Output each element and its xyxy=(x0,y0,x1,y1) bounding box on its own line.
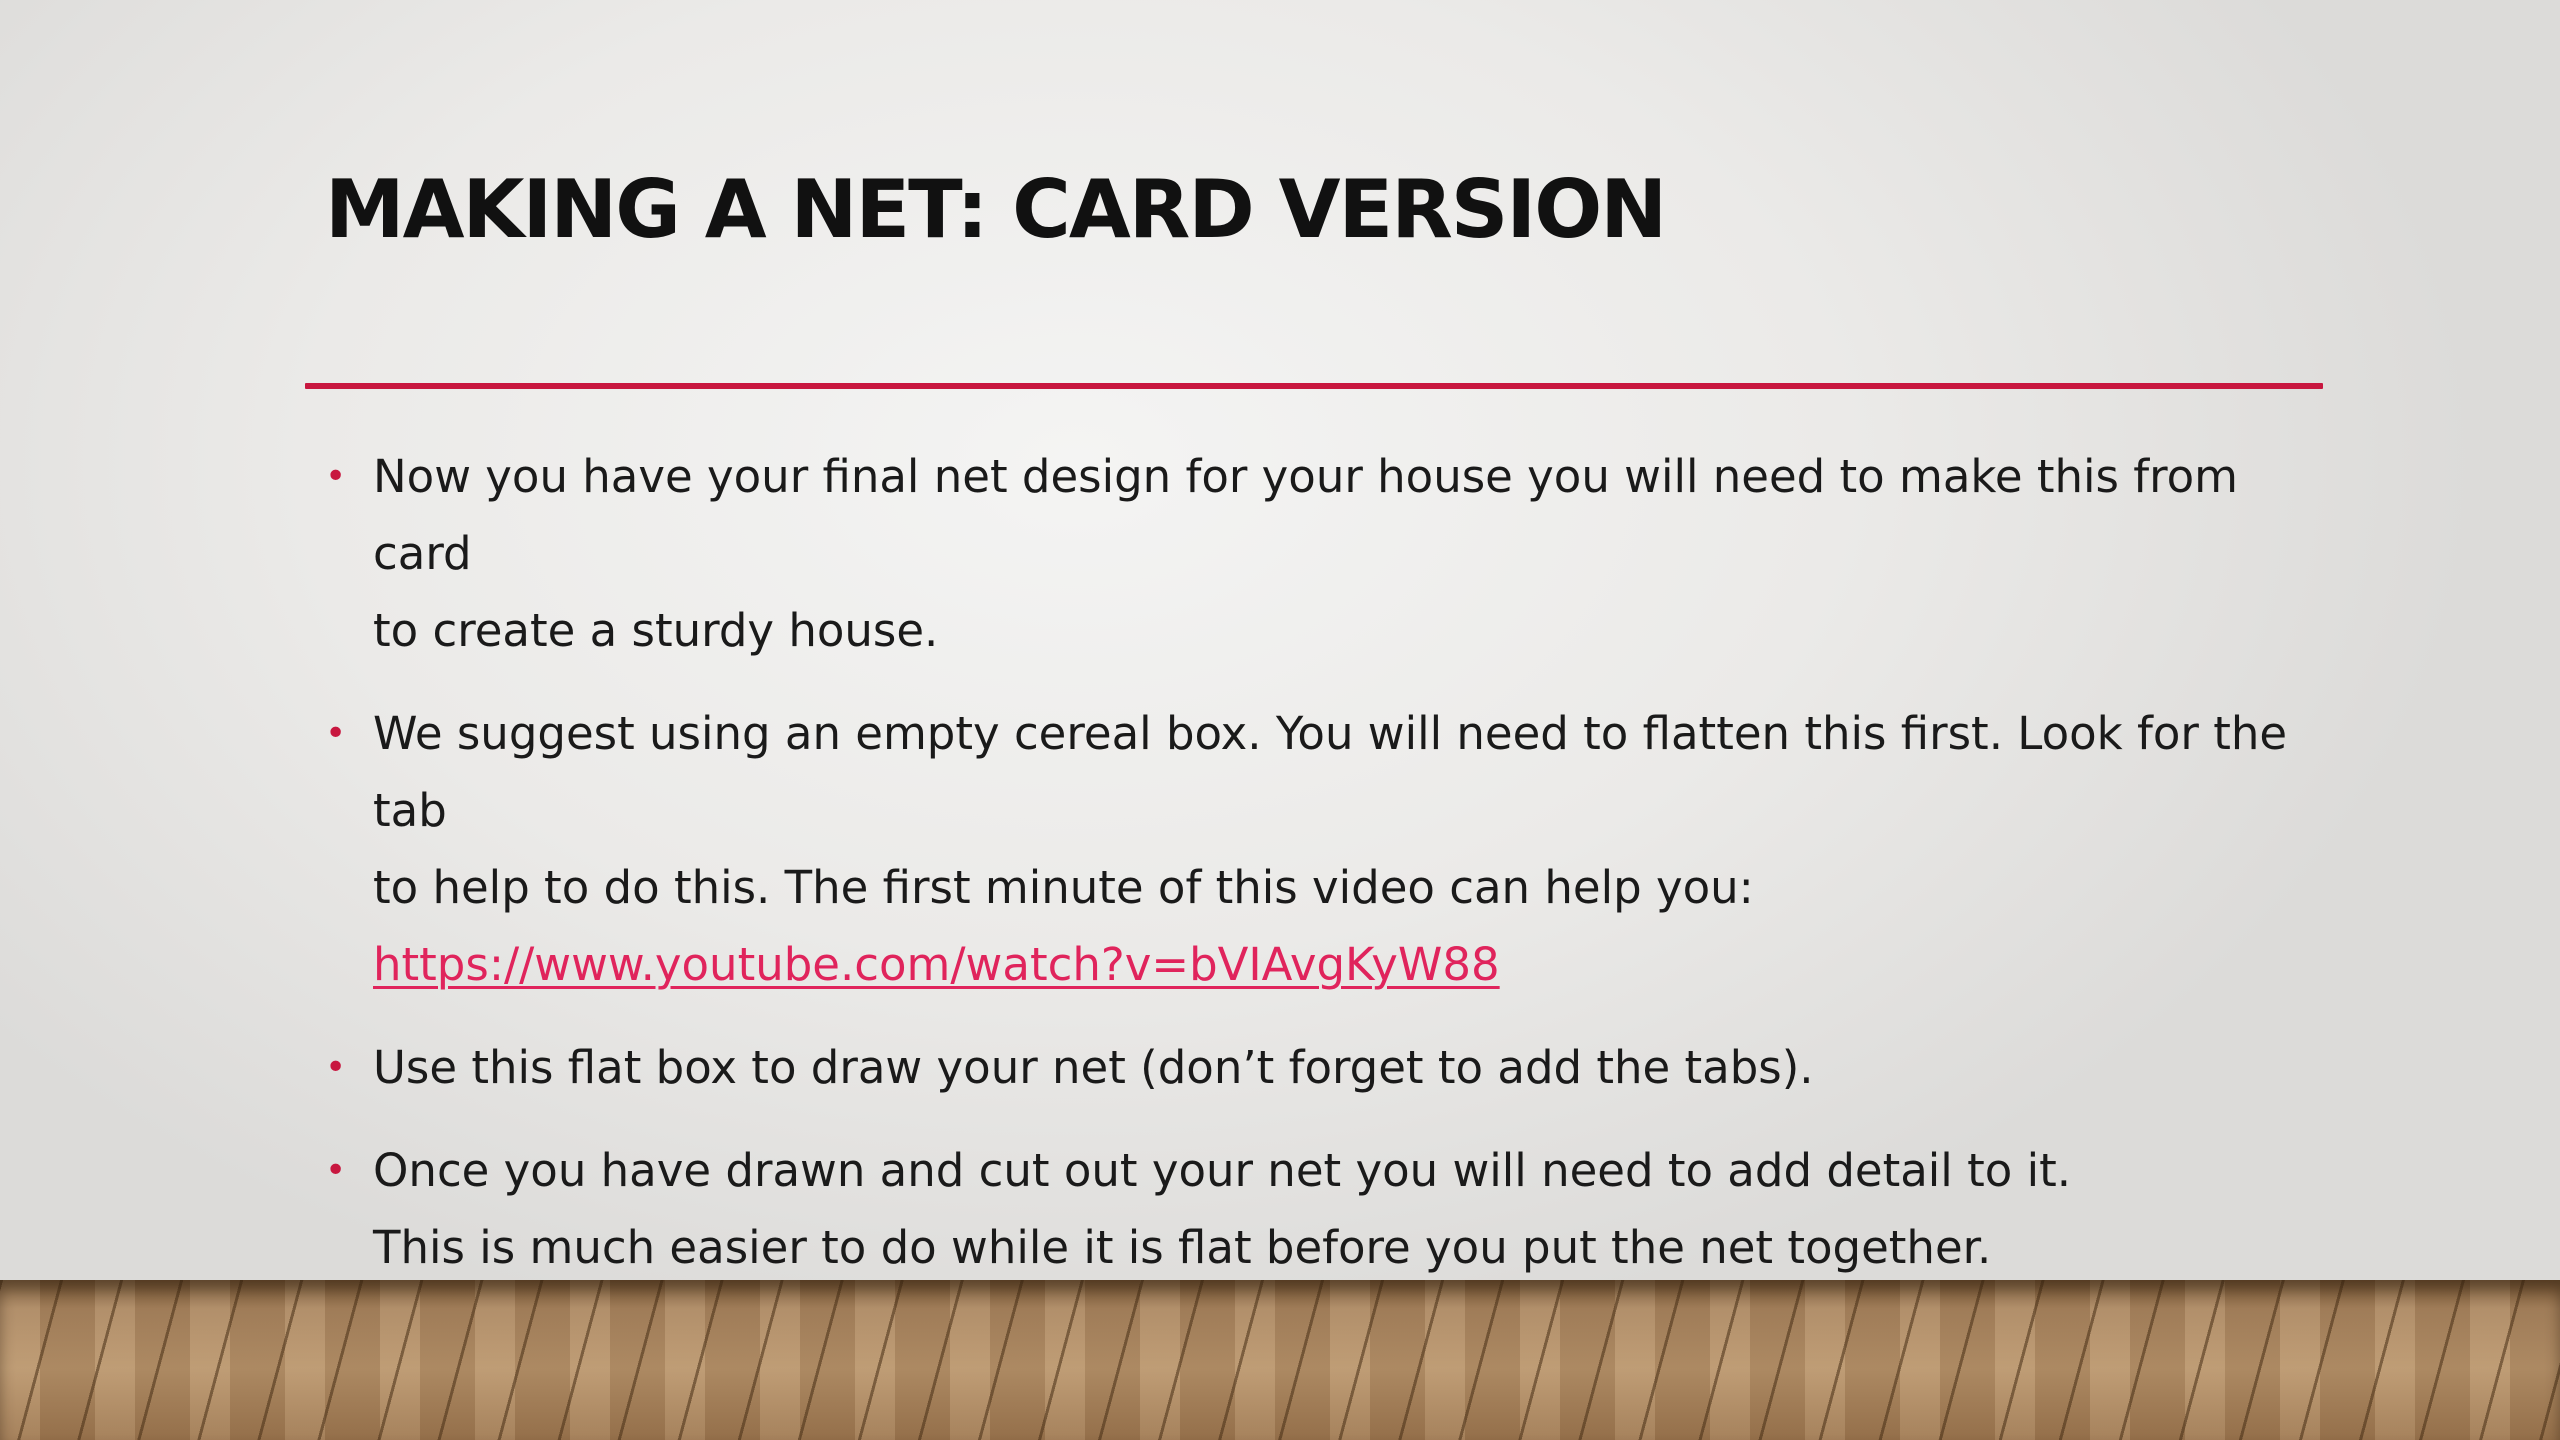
bullet-dot-icon: • xyxy=(325,1047,347,1088)
bullet-item xyxy=(325,1132,2325,1286)
bullet-text: We suggest using an empty cereal box. You will need to flatten this first. Look for the tab to help to do this. The first minute of this video can help you: xyxy=(373,707,2288,914)
bullet-text: Use this flat box to draw your net (don’t forget to add the tabs). xyxy=(373,1041,1814,1094)
youtube-video-link[interactable]: https://www.youtube.com/watch?v=bVIAvgKyW88 xyxy=(373,938,1500,991)
bullet-text: Once you have drawn and cut out your net you will need to add detail to it. This is much easier to do while it is flat before you put the net together. xyxy=(373,1144,2072,1274)
bullet-list xyxy=(325,438,2325,1312)
bullet-dot-icon: • xyxy=(325,456,347,497)
bullet-item xyxy=(325,695,2325,1003)
bullet-item xyxy=(325,438,2325,669)
bullet-dot-icon: • xyxy=(325,1150,347,1191)
bullet-dot-icon: • xyxy=(325,713,347,754)
wood-floor-background xyxy=(0,1280,2560,1440)
bullet-item xyxy=(325,1029,2325,1106)
slide-title: MAKING A NET: CARD VERSION xyxy=(325,163,1666,256)
title-underline-rule xyxy=(305,383,2323,389)
bullet-text: Now you have your final net design for your house you will need to make this from card to create a sturdy house. xyxy=(373,450,2238,657)
